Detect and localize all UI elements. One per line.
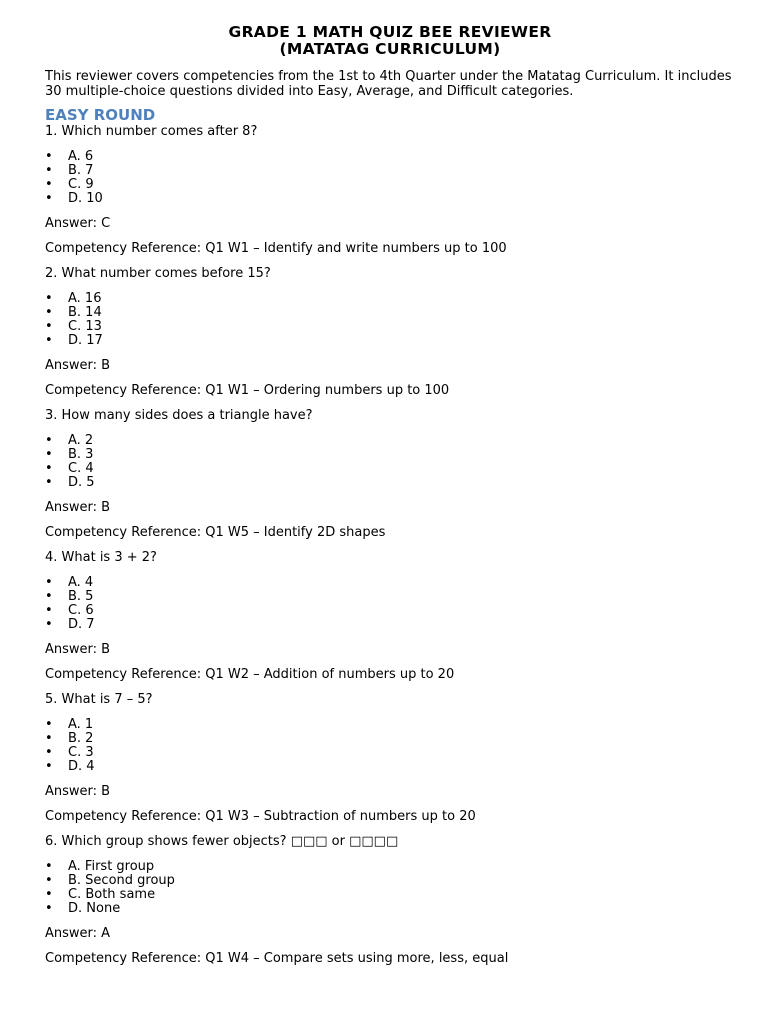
document-title-line-2: (MATATAG CURRICULUM) <box>279 40 501 58</box>
bullet-icon: • <box>45 319 53 334</box>
option-list <box>45 434 735 490</box>
question-spacer <box>45 540 735 550</box>
answer-text: Answer: C <box>45 216 111 231</box>
option-label: B. 5 <box>68 589 94 604</box>
answer-text: Answer: B <box>45 500 111 515</box>
question-block <box>45 540 735 682</box>
option-item <box>45 604 735 618</box>
option-item <box>45 178 735 192</box>
option-item <box>45 306 735 320</box>
option-item <box>45 448 735 462</box>
bullet-icon: • <box>45 163 53 178</box>
bullet-icon: • <box>45 447 53 462</box>
bullet-icon: • <box>45 589 53 604</box>
option-item <box>45 618 735 632</box>
competency-reference: Competency Reference: Q1 W1 – Identify and write numbers up to 100 <box>45 241 507 256</box>
option-item <box>45 164 735 178</box>
option-item <box>45 192 735 206</box>
option-label: A. 16 <box>68 291 102 306</box>
option-item <box>45 462 735 476</box>
document-page <box>45 24 735 966</box>
option-item <box>45 590 735 604</box>
option-item <box>45 732 735 746</box>
bullet-icon: • <box>45 461 53 476</box>
bullet-icon: • <box>45 759 53 774</box>
option-label: D. 7 <box>68 617 95 632</box>
option-label: A. 1 <box>68 717 94 732</box>
question-text: 1. Which number comes after 8? <box>45 124 258 139</box>
bullet-icon: • <box>45 475 53 490</box>
competency-reference: Competency Reference: Q1 W4 – Compare sets using more, less, equal <box>45 951 509 966</box>
bullet-icon: • <box>45 291 53 306</box>
option-item <box>45 150 735 164</box>
option-label: C. Both same <box>68 887 156 902</box>
question-block <box>45 682 735 824</box>
option-label: D. 4 <box>68 759 95 774</box>
bullet-icon: • <box>45 603 53 618</box>
option-item <box>45 434 735 448</box>
option-label: C. 3 <box>68 745 94 760</box>
option-item <box>45 874 735 888</box>
option-list <box>45 150 735 206</box>
option-label: A. 4 <box>68 575 94 590</box>
bullet-icon: • <box>45 191 53 206</box>
competency-reference: Competency Reference: Q1 W1 – Ordering numbers up to 100 <box>45 383 450 398</box>
bullet-icon: • <box>45 901 53 916</box>
option-item <box>45 746 735 760</box>
option-label: D. 5 <box>68 475 95 490</box>
bullet-icon: • <box>45 745 53 760</box>
option-label: B. 14 <box>68 305 102 320</box>
option-item <box>45 334 735 348</box>
option-item <box>45 476 735 490</box>
question-block <box>45 398 735 540</box>
document-title-line-1: GRADE 1 MATH QUIZ BEE REVIEWER <box>228 23 552 41</box>
option-item <box>45 888 735 902</box>
option-label: B. 3 <box>68 447 94 462</box>
question-spacer <box>45 682 735 692</box>
option-label: C. 4 <box>68 461 94 476</box>
question-spacer <box>45 824 735 834</box>
question-text: 6. Which group shows fewer objects? □□□ or □□□□ <box>45 834 399 849</box>
question-text: 3. How many sides does a triangle have? <box>45 408 313 423</box>
bullet-icon: • <box>45 731 53 746</box>
option-item <box>45 292 735 306</box>
intro-paragraph: This reviewer covers competencies from the 1st to 4th Quarter under the Matatag Curriculum. It includes 30 multiple-choice questions divided into Easy, Average, and Difficult categories. <box>45 69 732 99</box>
bullet-icon: • <box>45 617 53 632</box>
bullet-icon: • <box>45 433 53 448</box>
option-item <box>45 902 735 916</box>
round-heading: EASY ROUND <box>45 106 156 124</box>
question-text: 2. What number comes before 15? <box>45 266 271 281</box>
option-label: C. 6 <box>68 603 94 618</box>
question-spacer <box>45 256 735 266</box>
question-text: 4. What is 3 + 2? <box>45 550 157 565</box>
option-label: B. 7 <box>68 163 94 178</box>
option-label: B. Second group <box>68 873 175 888</box>
option-item <box>45 760 735 774</box>
option-list <box>45 718 735 774</box>
option-item <box>45 576 735 590</box>
option-label: A. 6 <box>68 149 94 164</box>
option-label: C. 13 <box>68 319 102 334</box>
option-label: A. 2 <box>68 433 94 448</box>
bullet-icon: • <box>45 149 53 164</box>
question-block <box>45 124 735 256</box>
bullet-icon: • <box>45 717 53 732</box>
question-text: 5. What is 7 – 5? <box>45 692 153 707</box>
bullet-icon: • <box>45 333 53 348</box>
option-item <box>45 320 735 334</box>
question-spacer <box>45 398 735 408</box>
option-item <box>45 718 735 732</box>
option-label: D. 10 <box>68 191 103 206</box>
question-block <box>45 256 735 398</box>
bullet-icon: • <box>45 873 53 888</box>
answer-text: Answer: B <box>45 784 111 799</box>
answer-text: Answer: B <box>45 358 111 373</box>
option-label: D. 17 <box>68 333 103 348</box>
answer-text: Answer: B <box>45 642 111 657</box>
option-list <box>45 292 735 348</box>
option-label: A. First group <box>68 859 155 874</box>
option-item <box>45 860 735 874</box>
competency-reference: Competency Reference: Q1 W3 – Subtraction of numbers up to 20 <box>45 809 476 824</box>
bullet-icon: • <box>45 305 53 320</box>
option-label: D. None <box>68 901 121 916</box>
option-list <box>45 860 735 916</box>
competency-reference: Competency Reference: Q1 W5 – Identify 2D shapes <box>45 525 386 540</box>
question-block <box>45 824 735 966</box>
option-list <box>45 576 735 632</box>
answer-text: Answer: A <box>45 926 111 941</box>
option-label: C. 9 <box>68 177 94 192</box>
option-label: B. 2 <box>68 731 94 746</box>
bullet-icon: • <box>45 177 53 192</box>
bullet-icon: • <box>45 887 53 902</box>
question-list <box>45 124 735 966</box>
bullet-icon: • <box>45 575 53 590</box>
bullet-icon: • <box>45 859 53 874</box>
competency-reference: Competency Reference: Q1 W2 – Addition of numbers up to 20 <box>45 667 455 682</box>
